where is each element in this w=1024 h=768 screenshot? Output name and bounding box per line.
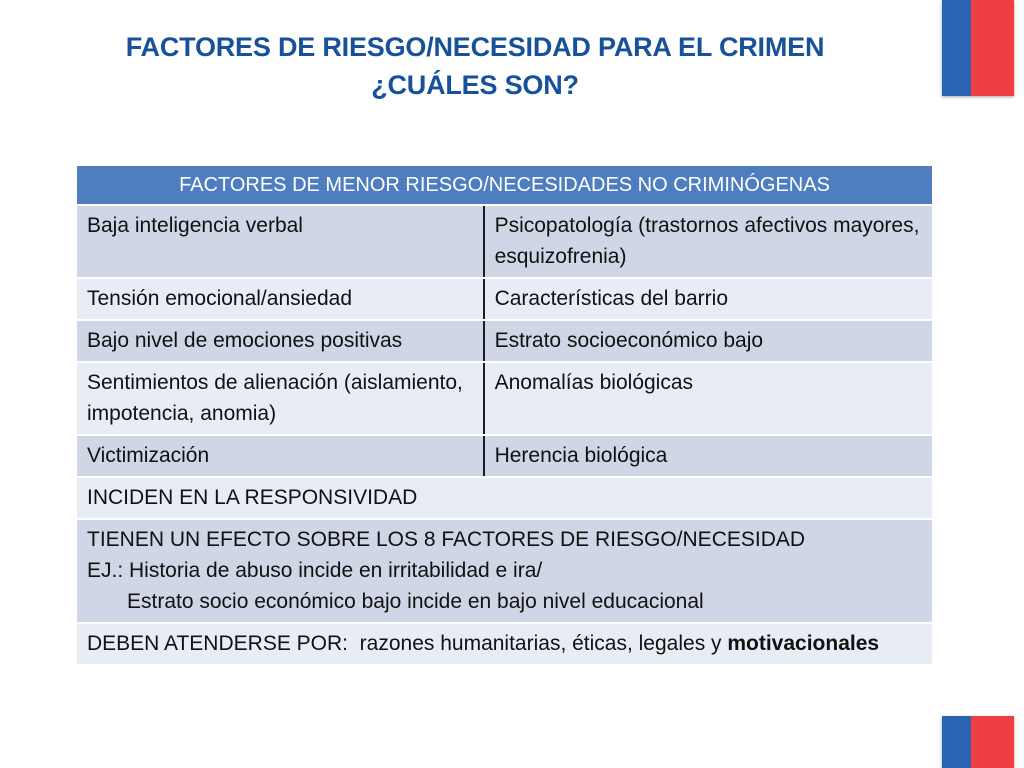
- title-line-1: FACTORES DE RIESGO/NECESIDAD PARA EL CRIMEN: [125, 32, 825, 62]
- table-row-atender: [77, 623, 932, 665]
- table-cell: Bajo nivel de emociones positivas: [77, 320, 484, 362]
- table-header-row: [77, 166, 932, 205]
- table-cell-efecto: [77, 519, 932, 623]
- efecto-line-1: TIENEN UN EFECTO SOBRE LOS 8 FACTORES DE RIESGO/NECESIDAD: [87, 528, 806, 551]
- flag-red-stripe: [971, 716, 1014, 768]
- table-cell: Herencia biológica: [484, 435, 932, 477]
- flag-red-stripe: [971, 0, 1014, 96]
- risk-factors-table: [77, 166, 932, 666]
- atender-text: DEBEN ATENDERSE POR: razones humanitarias, éticas, legales y: [87, 632, 728, 655]
- table-cell: Estrato socioeconómico bajo: [484, 320, 932, 362]
- flag-blue-stripe: [942, 716, 971, 768]
- table-cell: Características del barrio: [484, 278, 932, 320]
- slide-title: [60, 28, 890, 104]
- table-cell: Anomalías biológicas: [484, 362, 932, 435]
- flag-decoration-top: [942, 0, 1014, 96]
- table-row-responsividad: [77, 477, 932, 519]
- table-cell: Baja inteligencia verbal: [77, 205, 484, 278]
- efecto-line-2: EJ.: Historia de abuso incide en irritabilidad e ira/: [87, 559, 543, 582]
- table-row: [77, 205, 932, 278]
- table-row-efecto: [77, 519, 932, 623]
- table-cell: Victimización: [77, 435, 484, 477]
- table-cell: Psicopatología (trastornos afectivos mayores, esquizofrenia): [484, 205, 932, 278]
- flag-decoration-bottom: [942, 716, 1014, 768]
- efecto-line-3: Estrato socio económico bajo incide en bajo nivel educacional: [127, 590, 704, 613]
- table-cell: Tensión emocional/ansiedad: [77, 278, 484, 320]
- table-row: [77, 362, 932, 435]
- flag-blue-stripe: [942, 0, 971, 96]
- table-row: [77, 278, 932, 320]
- table-cell-responsividad: INCIDEN EN LA RESPONSIVIDAD: [77, 477, 932, 519]
- atender-bold-text: motivacionales: [727, 632, 880, 655]
- table-cell: Sentimientos de alienación (aislamiento, impotencia, anomia): [77, 362, 484, 435]
- table-row: [77, 435, 932, 477]
- table-cell-atender: [77, 623, 932, 665]
- table-row: [77, 320, 932, 362]
- table-header: FACTORES DE MENOR RIESGO/NECESIDADES NO CRIMINÓGENAS: [77, 166, 932, 205]
- title-line-2: ¿CUÁLES SON?: [371, 70, 579, 100]
